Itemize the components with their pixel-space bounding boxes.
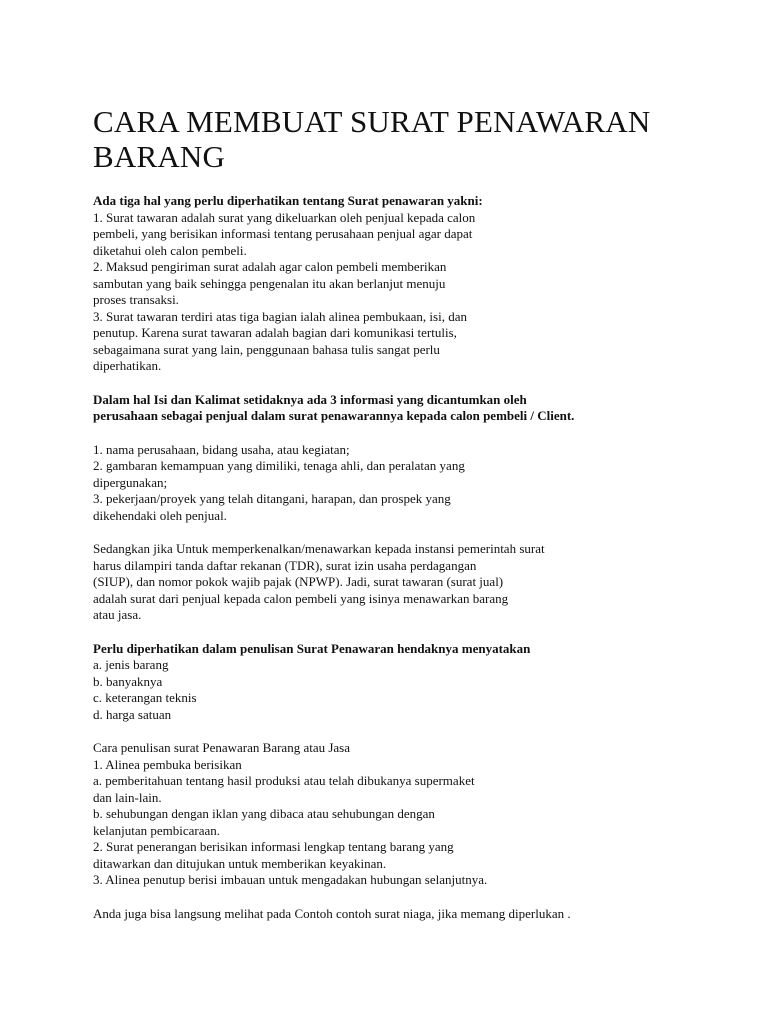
title-line: CARA MEMBUAT SURAT PENAWARAN (93, 104, 651, 139)
title-line: BARANG (93, 139, 226, 174)
paragraph-line: a. pemberitahuan tentang hasil produksi atau telah dibukanya supermaket (93, 773, 475, 788)
paragraph-line: 3. Surat tawaran terdiri atas tiga bagian ialah alinea pembukaan, isi, dan (93, 308, 467, 324)
list-item: 3. pekerjaan/proyek yang telah ditangani, harapan, dan prospek yang (93, 491, 451, 506)
paragraph-line: b. sehubungan dengan iklan yang dibaca atau sehubungan dengan (93, 806, 435, 821)
list-item: c. keterangan teknis (93, 690, 197, 705)
paragraph-line: diketahui oleh calon pembeli. (93, 242, 247, 258)
list-item: dikehendaki oleh penjual. (93, 507, 227, 523)
paragraph-line: (SIUP), dan nomor pokok wajib pajak (NPWP). Jadi, surat tawaran (surat jual) (93, 574, 504, 589)
paragraph-line: harus dilampiri tanda daftar rekanan (TDR), surat izin usaha perdagangan (93, 557, 477, 573)
paragraph-line: proses transaksi. (93, 292, 179, 307)
paragraph-line: 3. Alinea penutup berisi imbauan untuk mengadakan hubungan selanjutnya. (93, 872, 488, 887)
list-item: dipergunakan; (93, 474, 168, 490)
paragraph-line: atau jasa. (93, 607, 142, 622)
section-heading: perusahaan sebagai penjual dalam surat penawarannya kepada calon pembeli / Client. (93, 408, 575, 423)
section-intro (93, 193, 733, 375)
section-government (93, 541, 733, 624)
list-item: a. jenis barang (93, 657, 169, 672)
section-content-info (93, 392, 733, 425)
section-heading: Dalam hal Isi dan Kalimat setidaknya ada 3 informasi yang dicantumkan oleh (93, 391, 527, 407)
paragraph-line: dan lain-lain. (93, 789, 162, 805)
section-closing (93, 906, 733, 923)
paragraph-line: 2. Maksud pengiriman surat adalah agar calon pembeli memberikan (93, 259, 447, 274)
document-page (93, 104, 733, 922)
section-content-list (93, 442, 733, 525)
paragraph-line: Cara penulisan surat Penawaran Barang atau Jasa (93, 740, 351, 755)
list-item: b. banyaknya (93, 673, 163, 689)
section-writing-method (93, 740, 733, 889)
list-item: 2. gambaran kemampuan yang dimiliki, tenaga ahli, dan peralatan yang (93, 458, 465, 473)
paragraph-line: Sedangkan jika Untuk memperkenalkan/menawarkan kepada instansi pemerintah surat (93, 541, 545, 556)
section-heading: Ada tiga hal yang perlu diperhatikan tentang Surat penawaran yakni: (93, 193, 483, 208)
paragraph-line: 2. Surat penerangan berisikan informasi lengkap tentang barang yang (93, 839, 454, 854)
paragraph-line: diperhatikan. (93, 358, 162, 373)
list-item: 1. nama perusahaan, bidang usaha, atau kegiatan; (93, 441, 350, 457)
paragraph-line: adalah surat dari penjual kepada calon pembeli yang isinya menawarkan barang (93, 590, 509, 606)
section-requirements (93, 641, 733, 724)
paragraph-line: pembeli, yang berisikan informasi tentang perusahaan penjual agar dapat (93, 226, 473, 241)
paragraph-line: ditawarkan dan ditujukan untuk memberikan keyakinan. (93, 855, 387, 871)
paragraph-line: kelanjutan pembicaraan. (93, 822, 221, 838)
paragraph-line: 1. Surat tawaran adalah surat yang dikeluarkan oleh penjual kepada calon (93, 209, 476, 225)
paragraph-line: penutup. Karena surat tawaran adalah bagian dari komunikasi tertulis, (93, 325, 457, 340)
paragraph-line: 1. Alinea pembuka berisikan (93, 756, 242, 772)
section-heading: Perlu diperhatikan dalam penulisan Surat Penawaran hendaknya menyatakan (93, 640, 531, 656)
paragraph-line: Anda juga bisa langsung melihat pada Contoh contoh surat niaga, jika memang diperlukan . (93, 905, 571, 921)
page-title (93, 104, 733, 174)
paragraph-line: sebagaimana surat yang lain, penggunaan bahasa tulis sangat perlu (93, 341, 440, 357)
list-item: d. harga satuan (93, 706, 172, 722)
paragraph-line: sambutan yang baik sehingga pengenalan itu akan berlanjut menuju (93, 275, 446, 291)
